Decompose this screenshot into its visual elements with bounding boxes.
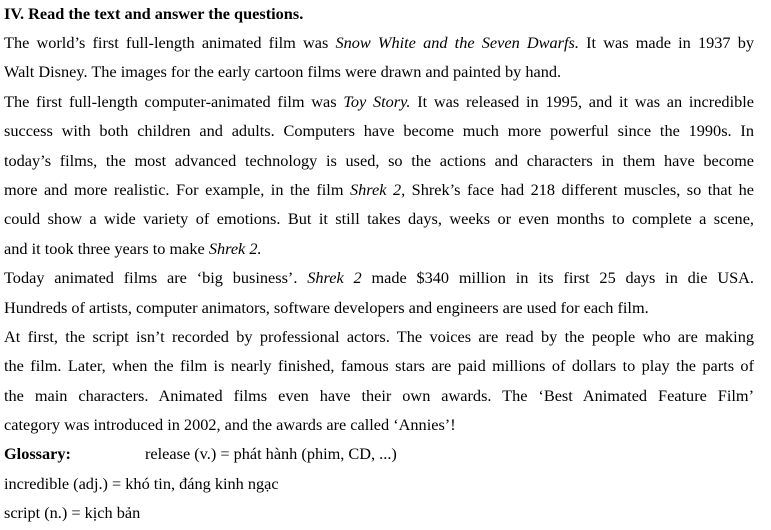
paragraph-3-line-1 — [4, 263, 754, 292]
paragraph-3-line-2: Hundreds of artists, computer animators, software developers and engineers are used for each film. — [4, 297, 649, 317]
glossary-entry: incredible (adj.) = khó tin, đáng kinh ngạc — [4, 473, 279, 493]
film-title-snow-white: Snow White and the Seven Dwarfs. — [335, 33, 579, 52]
reading-document — [4, 0, 754, 528]
paragraph-2-line-1 — [4, 87, 754, 116]
glossary — [4, 439, 754, 527]
text-segment: and it took three years to make — [4, 238, 209, 258]
text-segment: The first full-length computer-animated film was — [4, 91, 344, 111]
paragraph-2-line-2: success with both children and adults. Computers have become much more powerful since the 1990s. In — [4, 121, 754, 141]
glossary-row-2 — [4, 469, 754, 498]
text-segment: It was made in 1937 by — [578, 33, 754, 52]
text-segment: Shrek’s face had 218 different muscles, so that he — [405, 179, 754, 199]
paragraph-4-line-3: the main characters. Animated films even have their own awards. The ‘Best Animated Feature Film’ — [4, 385, 754, 405]
paragraph-2-line-6 — [4, 234, 754, 263]
paragraph-2-line-4 — [4, 175, 754, 204]
film-title-shrek-2: Shrek 2 — [307, 268, 362, 288]
paragraph-2 — [4, 87, 754, 263]
paragraph-1 — [4, 28, 754, 87]
paragraph-4-line-2: the film. Later, when the film is nearly finished, famous stars are paid millions of dollars to play the parts of — [4, 356, 754, 376]
paragraph-4 — [4, 322, 754, 440]
paragraph-4-line-1: At first, the script isn’t recorded by professional actors. The voices are read by the people who are making — [4, 326, 754, 346]
exercise-heading: IV. Read the text and answer the questions. — [4, 4, 304, 23]
text-segment: made $340 million in its first 25 days in die USA. — [361, 268, 754, 288]
glossary-entry: script (n.) = kịch bản — [4, 503, 141, 523]
paragraph-1-line-2: Walt Disney. The images for the early cartoon films were drawn and painted by hand. — [4, 62, 562, 82]
film-title-toy-story: Toy Story. — [343, 91, 411, 111]
film-title-shrek-2: Shrek 2. — [208, 238, 262, 258]
glossary-entry: release (v.) = phát hành (phim, CD, ...) — [145, 444, 397, 464]
text-segment: It was released in 1995, and it was an incredible — [410, 91, 754, 111]
paragraph-2-line-5: could show a wide variety of emotions. But it still takes days, weeks or even months to complete a scene, — [4, 209, 754, 229]
film-title-shrek-2: Shrek 2, — [349, 179, 406, 199]
paragraph-4-line-4: category was introduced in 2002, and the awards are called ‘Annies’! — [4, 415, 456, 435]
paragraph-3 — [4, 263, 754, 322]
paragraph-1-line-1 — [4, 28, 754, 57]
glossary-row-1 — [4, 439, 754, 468]
glossary-label: Glossary: — [4, 444, 71, 464]
paragraph-2-line-3: today’s films, the most advanced technology is used, so the actions and characters in them have become — [4, 150, 754, 170]
text-segment: The world’s first full-length animated film was — [4, 33, 336, 52]
text-segment: more and more realistic. For example, in the film — [4, 179, 350, 199]
text-segment: Today animated films are ‘big business’. — [4, 268, 308, 288]
glossary-row-3 — [4, 498, 754, 527]
